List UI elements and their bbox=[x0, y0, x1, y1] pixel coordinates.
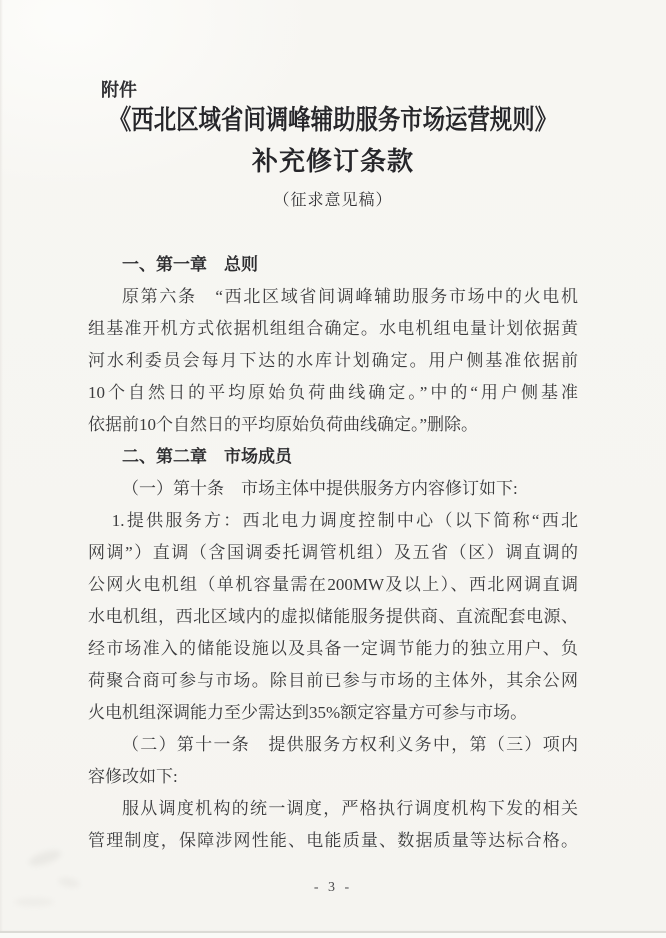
text-line: （一）第十条 市场主体中提供服务方内容修订如下: bbox=[122, 479, 518, 498]
text-line: 网调”）直调（含国调委托调管机组）及五省（区）调直调的 bbox=[88, 543, 578, 562]
document-body bbox=[88, 249, 578, 857]
text-line: 公网火电机组（单机容量需在200MW及以上）、西北网调直调 bbox=[88, 575, 578, 594]
page-number: - 3 - bbox=[313, 880, 353, 895]
section-heading: 一、第一章 总则 bbox=[122, 255, 258, 274]
text-line: 服从调度机构的统一调度，严格执行调度机构下发的相关 bbox=[122, 799, 578, 818]
text-line: 原第六条 “西北区域省间调峰辅助服务市场中的火电机 bbox=[122, 287, 578, 306]
text-line: 组基准开机方式依据机组组合确定。水电机组电量计划依据黄 bbox=[88, 319, 578, 338]
scan-below-edge bbox=[0, 933, 666, 938]
scan-smudge bbox=[27, 847, 63, 869]
scan-smudge bbox=[14, 898, 54, 906]
text-line: 水电机组，西北区域内的虚拟储能服务提供商、直流配套电源、 bbox=[88, 607, 578, 626]
text-line: 经市场准入的储能设施以及具备一定调节能力的独立用户、负 bbox=[88, 639, 578, 658]
document-title-line1: 《西北区域省间调峰辅助服务市场运营规则》 bbox=[108, 105, 558, 135]
section-heading: 二、第二章 市场成员 bbox=[122, 447, 292, 466]
document-title-line2: 补充修订条款 bbox=[251, 147, 414, 176]
document-subtitle: （征求意见稿） bbox=[273, 192, 393, 209]
attachment-label: 附件 bbox=[101, 80, 137, 100]
text-line: 管理制度，保障涉网性能、电能质量、数据质量等达标合格。 bbox=[88, 831, 578, 850]
text-line: 依据前10个自然日的平均原始负荷曲线确定。”删除。 bbox=[88, 415, 479, 434]
text-line: 10个自然日的平均原始负荷曲线确定。”中的“用户侧基准 bbox=[88, 383, 578, 402]
text-line: 荷聚合商可参与市场。除目前已参与市场的主体外，其余公网 bbox=[88, 671, 578, 690]
text-line: 1.提供服务方：西北电力调度控制中心（以下简称“西北 bbox=[111, 511, 578, 530]
text-line: 河水利委员会每月下达的水库计划确定。用户侧基准依据前 bbox=[88, 351, 578, 370]
text-line: 火电机组深调能力至少需达到35%额定容量方可参与市场。 bbox=[88, 703, 528, 722]
text-line: 容修改如下: bbox=[88, 767, 178, 786]
text-line: （二）第十一条 提供服务方权利义务中，第（三）项内 bbox=[122, 735, 578, 754]
